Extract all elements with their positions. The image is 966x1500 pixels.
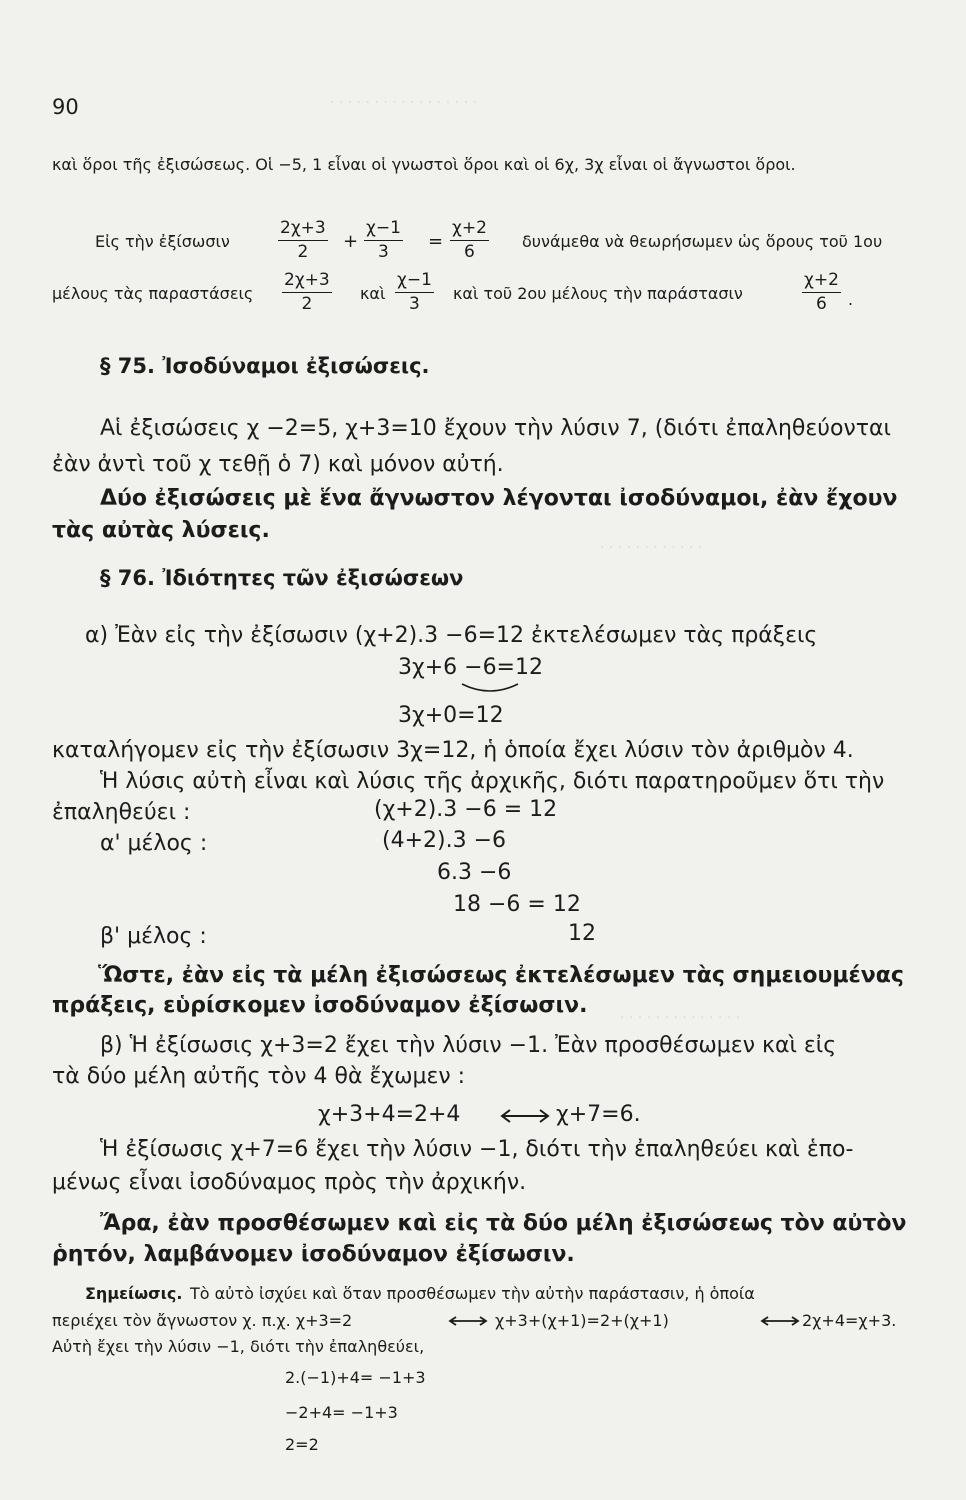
note-calc: 2=2 [285, 1435, 319, 1454]
paragraph-line: Αἱ ἐξισώσεις χ −2=5, χ+3=10 ἔχουν τὴν λύσιν 7, (διότι ἐπαληθεύονται [100, 416, 891, 441]
paragraph-line: μένως εἶναι ἰσοδύναμος πρὸς τὴν ἀρχικήν. [52, 1170, 527, 1195]
calc-step: 6.3 −6 [437, 860, 512, 885]
first-member-label: α' μέλος : [100, 831, 208, 856]
fraction [278, 220, 328, 261]
rule-line: Ἄρα, ἐὰν προσθέσωμεν καὶ εἰς τὰ δύο μέλη ἐξισώσεως τὸν αὐτὸν [100, 1211, 907, 1236]
equation-line: 3χ+6 −6=12 [398, 655, 543, 680]
fraction-numerator: χ+2 [450, 220, 489, 241]
verify-equation: (χ+2).3 −6 = 12 [374, 797, 558, 822]
note-calc: 2.(−1)+4= −1+3 [285, 1368, 426, 1387]
paragraph-line: Ἡ ἐξίσωσις χ+7=6 ἔχει τὴν λύσιν −1, διότι τὴν ἐπαληθεύει καὶ ἑπο- [100, 1137, 854, 1162]
paragraph-line: ἐὰν ἀντὶ τοῦ χ τεθῇ ὁ 7) καὶ μόνον αὐτή. [52, 452, 504, 477]
fraction [802, 272, 841, 313]
fraction-numerator: 2χ+3 [278, 220, 328, 241]
rule-line: ῥητόν, λαμβάνομεν ἰσοδύναμον ἐξίσωσιν. [52, 1242, 575, 1267]
note-line: Αὐτὴ ἔχει τὴν λύσιν −1, διότι τὴν ἐπαληθεύει, [52, 1337, 425, 1356]
equation-left: χ+3+4=2+4 [318, 1102, 461, 1127]
double-arrow-icon [448, 1315, 488, 1327]
rule-line: Ὥστε, ἐὰν εἰς τὰ μέλη ἐξισώσεως ἐκτελέσωμεν τὰς σημειουμένας [98, 963, 904, 988]
section-title: § 76. Ἰδιότητες τῶν ἐξισώσεων [100, 566, 464, 590]
bleed-through-text: · · · · · · · · · · · · [600, 540, 703, 556]
paragraph-line: τὰ δύο μέλη αὐτῆς τὸν 4 θὰ ἔχωμεν : [52, 1064, 466, 1089]
equation-right: χ+7=6. [556, 1102, 641, 1127]
section-title: § 75. Ἰσοδύναμοι ἐξισώσεις. [100, 354, 430, 378]
fraction-numerator: 2χ+3 [282, 272, 332, 293]
underbrace [460, 682, 520, 698]
fraction-numerator: χ−1 [364, 220, 403, 241]
text-line: καὶ τοῦ 2ου μέλους τὴν παράστασιν [453, 284, 743, 303]
double-arrow-icon [760, 1315, 800, 1327]
paragraph-line: καταλήγομεν εἰς τὴν ἐξίσωσιν 3χ=12, ἡ ὁποία ἔχει λύσιν τὸν ἀριθμὸν 4. [52, 738, 854, 763]
note-line: περιέχει τὸν ἄγνωστον χ. π.χ. χ+3=2 [52, 1311, 353, 1330]
note-line: χ+3+(χ+1)=2+(χ+1) [495, 1311, 669, 1330]
paragraph-line: α) Ἐὰν εἰς τὴν ἐξίσωσιν (χ+2).3 −6=12 ἐκτελέσωμεν τὰς πράξεις [85, 623, 818, 648]
text-and: καὶ [360, 284, 386, 303]
note-line: Τὸ αὐτὸ ἰσχύει καὶ ὅταν προσθέσωμεν τὴν αὐτὴν παράστασιν, ἡ ὁποία [190, 1284, 755, 1303]
text-line: μέλους τὰς παραστάσεις [52, 284, 254, 303]
fraction-denominator: 3 [378, 242, 389, 262]
fraction-denominator: 6 [464, 242, 475, 262]
fraction-denominator: 2 [297, 242, 309, 262]
note-line: 2χ+4=χ+3. [802, 1311, 897, 1330]
note-calc: −2+4= −1+3 [285, 1403, 398, 1422]
calc-step: 12 [568, 921, 596, 946]
text-intro: Εἰς τὴν ἐξίσωσιν [95, 232, 230, 251]
bleed-through-text: · · · · · · · · · · · · · · [620, 1010, 741, 1026]
note-label: Σημείωσις. [85, 1284, 183, 1303]
calc-step: (4+2).3 −6 [382, 828, 507, 853]
fraction-denominator: 3 [409, 294, 420, 314]
paragraph-line: β) Ἡ ἐξίσωσις χ+3=2 ἔχει τὴν λύσιν −1. Ἐὰν προσθέσωμεν καὶ εἰς [100, 1033, 837, 1058]
fraction [395, 272, 434, 313]
definition-line: Δύο ἐξισώσεις μὲ ἕνα ἄγνωστον λέγονται ἰσοδύναμοι, ἐὰν ἔχουν [100, 486, 898, 511]
paragraph-line: Ἡ λύσις αὐτὴ εἶναι καὶ λύσις τῆς ἀρχικῆς, διότι παρατηροῦμεν ὅτι τὴν [100, 769, 885, 794]
calc-step: 18 −6 = 12 [453, 892, 581, 917]
text-line: καὶ ὅροι τῆς ἐξισώσεως. Οἱ −5, 1 εἶναι οἱ γνωστοὶ ὅροι καὶ οἱ 6χ, 3χ εἶναι οἱ ἄγνωστοι ὅροι. [52, 155, 796, 174]
fraction-numerator: χ−1 [395, 272, 434, 293]
fraction [282, 272, 332, 313]
definition-line: τὰς αὐτὰς λύσεις. [52, 518, 270, 543]
rule-line: πράξεις, εὑρίσκομεν ἰσοδύναμον ἐξίσωσιν. [52, 993, 588, 1018]
fraction-denominator: 2 [301, 294, 313, 314]
fraction [364, 220, 403, 261]
text-tail: δυνάμεθα νὰ θεωρήσωμεν ὡς ὅρους τοῦ 1ου [522, 232, 883, 251]
fraction [450, 220, 489, 261]
bleed-through-text: · · · · · · · · · · · · · · · · · [330, 95, 477, 111]
verify-label: ἐπαληθεύει : [52, 800, 191, 825]
equals-sign: = [428, 231, 444, 252]
page-number: 90 [52, 95, 79, 119]
fraction-numerator: χ+2 [802, 272, 841, 293]
second-member-label: β' μέλος : [100, 924, 207, 949]
period: . [848, 290, 854, 309]
double-arrow-icon [500, 1108, 550, 1124]
plus-sign: + [343, 231, 359, 252]
equation-line: 3χ+0=12 [398, 703, 504, 728]
fraction-denominator: 6 [816, 294, 827, 314]
